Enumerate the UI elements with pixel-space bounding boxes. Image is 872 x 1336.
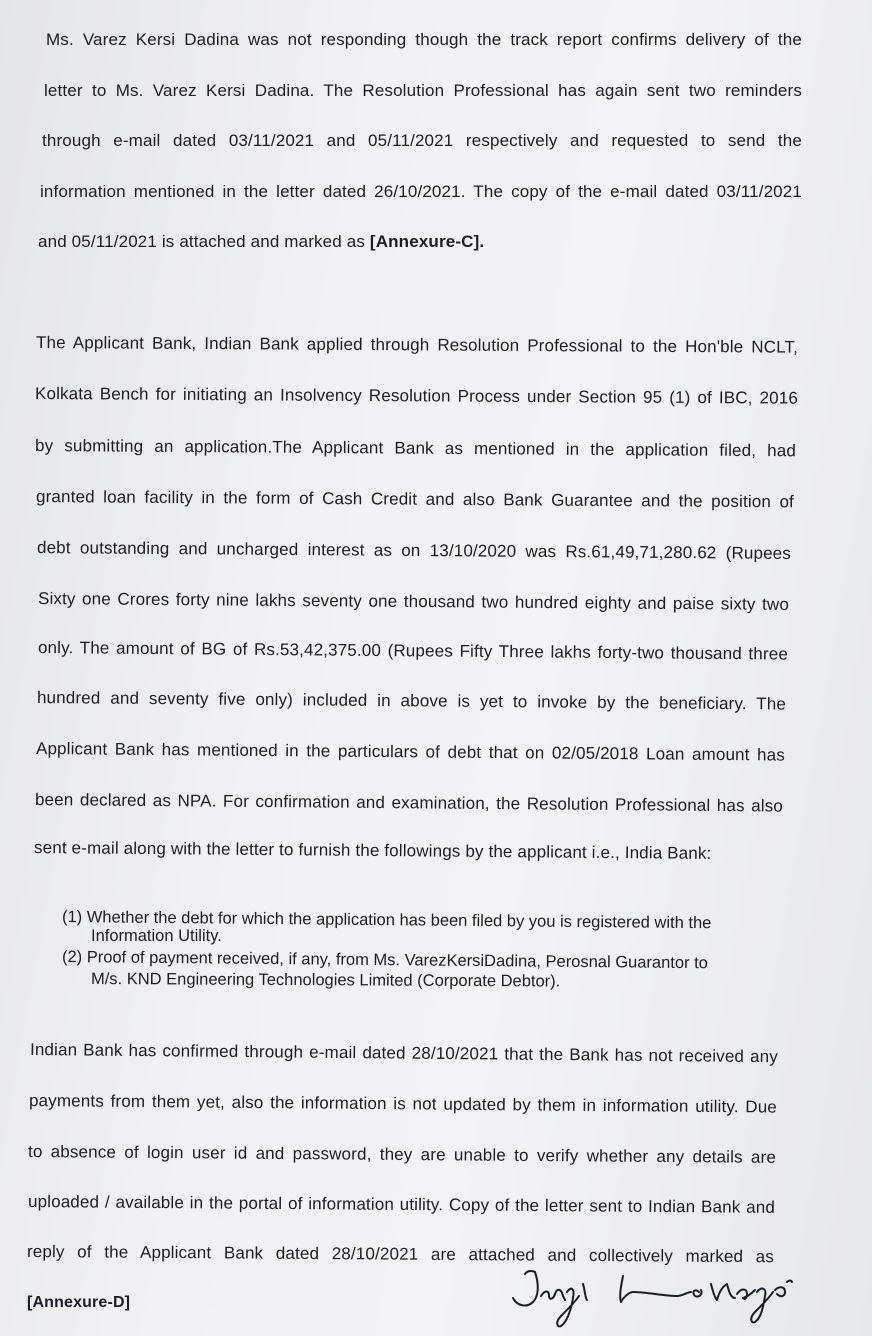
paragraph3-line: payments from them yet, also the information is not updated by them in information utility. Due	[28, 1091, 778, 1117]
paragraph1-line: through e-mail dated 03/11/2021 and 05/11/2021 respectively and requested to send the	[42, 131, 802, 150]
paragraph1-line: Ms. Varez Kersi Dadina was not responding though the track report confirms delivery of the	[46, 30, 802, 49]
list-item-1-line2: Information Utility.	[91, 927, 222, 945]
paragraph2-line: Sixty one Crores forty nine lakhs seventy one thousand two hundred eighty and paise sixty two	[37, 589, 790, 614]
list-item-2-line1: (2) Proof of payment received, if any, from Ms. VarezKersiDadina, Perosnal Guarantor to	[61, 948, 708, 973]
list-item-2-line2: M/s. KND Engineering Technologies Limited (Corporate Debtor).	[90, 970, 561, 991]
paragraph1-last-text: and 05/11/2021 is attached and marked as	[38, 232, 370, 251]
paragraph3-line: to absence of login user id and password, they are unable to verify whether any details are	[27, 1142, 777, 1167]
handwritten-signature	[505, 1262, 800, 1332]
paragraph2-line: only. The amount of BG of Rs.53,42,375.00 (Rupees Fifty Three lakhs forty-two thousand three	[37, 638, 789, 664]
paragraph3-line: reply of the Applicant Bank dated 28/10/2021 are attached and collectively marked as	[26, 1242, 775, 1267]
paragraph2-line: The Applicant Bank, Indian Bank applied through Resolution Professional to the Hon'ble NCLT,	[35, 333, 799, 357]
paragraph1-line: information mentioned in the letter dated 26/10/2021. The copy of the e-mail dated 03/11/2021	[40, 182, 802, 201]
annexure-c-label: [Annexure-C].	[369, 232, 485, 251]
paragraph2-line: been declared as NPA. For confirmation and examination, the Resolution Professional has also	[34, 790, 784, 816]
paragraph3-line: Indian Bank has confirmed through e-mail dated 28/10/2021 that the Bank has not received any	[29, 1040, 779, 1067]
list-item-1-line1: (1) Whether the debt for which the application has been filed by you is registered with the	[61, 908, 712, 933]
paragraph3-line: uploaded / available in the portal of information utility. Copy of the letter sent to Indian Bank and	[27, 1192, 776, 1217]
paragraph2-line: debt outstanding and uncharged interest as on 13/10/2020 was Rs.61,49,71,280.62 (Rupees	[36, 538, 792, 563]
paragraph1-last-line	[38, 232, 484, 252]
annexure-d-label: [Annexure-D]	[27, 1294, 131, 1311]
paragraph2-line: Applicant Bank has mentioned in the particulars of debt that on 02/05/2018 Loan amount has	[35, 739, 786, 765]
paragraph2-line: hundred and seventy five only) included in above is yet to invoke by the beneficiary. The	[36, 688, 787, 714]
paragraph2-line: sent e-mail along with the letter to furnish the followings by the applicant i.e., India Bank:	[33, 838, 712, 863]
paragraph2-line: Kolkata Bench for initiating an Insolvency Resolution Process under Section 95 (1) of IBC, 2016	[34, 384, 799, 408]
paragraph2-line: by submitting an application.The Applicant Bank as mentioned in the application filed, had	[34, 436, 797, 461]
paragraph2-line: granted loan facility in the form of Cash Credit and also Bank Guarantee and the position of	[35, 487, 795, 512]
paragraph1-line: letter to Ms. Varez Kersi Dadina. The Resolution Professional has again sent two reminders	[44, 81, 802, 100]
bleed-through-text	[520, 232, 524, 249]
